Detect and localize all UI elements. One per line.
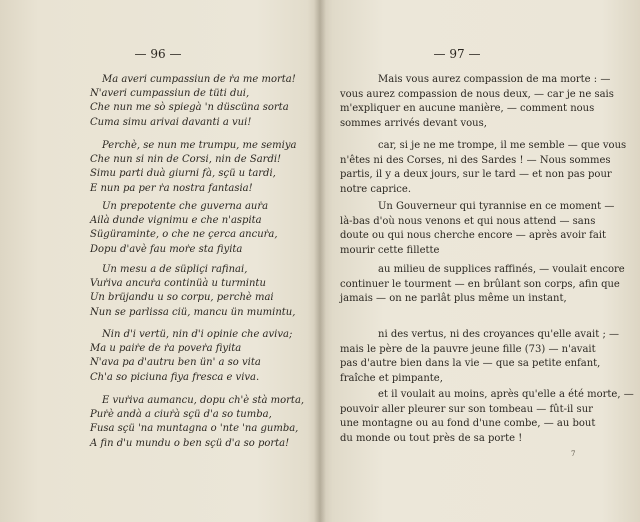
verse-line: A fin d'u mundu o ben sçü d'a so porta! — [90, 437, 290, 449]
prose-line: ni des vertus, ni des croyances qu'elle avait ; — — [378, 329, 619, 340]
signature-mark: 7 — [571, 450, 576, 458]
verse-line: Puṙè andà a ciuṙà sçü d'a so tumba, — [90, 409, 272, 421]
verse-line: Ailà dunde vignimu e che n'aspita — [90, 215, 262, 227]
prose-line: une montagne ou au fond d'une combe, — au bout — [340, 418, 596, 429]
verse-line: Nun se parlissa ciü, mancu ün mumintu, — [90, 306, 296, 318]
verse-line: Che nun si nin de Corsi, nin de Sardi! — [90, 154, 282, 166]
verse-line: Ma averi cumpassiun de ṙa me morta! — [102, 74, 296, 85]
paragraph-5 — [340, 328, 619, 386]
prose-line: du monde ou tout près de sa porte ! — [340, 432, 523, 444]
prose-line: pouvoir aller pleurer sur son tombeau — fût-il sur — [340, 403, 593, 415]
verse-line: Un mesu a de süpliçi rafinai, — [102, 264, 248, 275]
stanza-4 — [90, 263, 310, 320]
verse-line: Un prepotente che guverna auṙa — [102, 201, 269, 212]
verse-line: Un brüjandu u so corpu, perchè mai — [90, 292, 274, 304]
stanza-6 — [90, 394, 310, 451]
prose-line: pas d'autre bien dans la vie — que sa petite enfant, — [340, 358, 601, 369]
prose-line: là-bas d'où nous venons et qui nous attend — sans — [340, 215, 596, 227]
paragraph-6 — [340, 388, 634, 446]
prose-line: sommes arrivés devant vous, — [340, 117, 487, 129]
prose-line: mais le père de la pauvre jeune fille (73) — n'avait — [340, 343, 596, 355]
stanza-1 — [90, 73, 310, 130]
verse-line: Che nun me sò spiegà 'n düscüna sorta — [90, 102, 289, 114]
verse-line: Fusa sçü 'na muntagna o 'nte 'na gumba, — [90, 423, 299, 435]
prose-line: m'expliquer en aucune manière, — comment nous — [340, 103, 595, 114]
paragraph-4 — [340, 263, 625, 307]
prose-line: car, si je ne me trompe, il me semble — que vous — [378, 140, 627, 151]
prose-line: mourir cette fillette — [340, 244, 440, 256]
verse-line: Dopu d'avè fau moṙe sta fiyita — [90, 243, 243, 255]
verse-line: Nin d'i vertü, nin d'i opinie che aviva; — [102, 329, 293, 340]
prose-line: Mais vous aurez compassion de ma morte : — — [378, 74, 611, 85]
stanza-3 — [90, 200, 310, 257]
prose-line: jamais — on ne parlât plus même un instant, — [340, 293, 567, 304]
verse-line: Vuṙiva ancuṙa continüà u turmintu — [90, 278, 266, 290]
prose-line: partis, il y a deux jours, sur le tard — et non pas pour — [340, 169, 612, 180]
verse-line: Simu parti duà giurni fà, sçü u tardi, — [90, 168, 276, 180]
verse-line: Ch'a so piciuna fiya fresca e viva. — [90, 371, 260, 383]
paragraph-1 — [340, 73, 614, 131]
prose-line: au milieu de supplices raffinés, — voulait encore — [378, 264, 625, 275]
verse-line: N'averi cumpassiun de tüti dui, — [90, 88, 250, 100]
page-number-left: — 96 — — [134, 47, 182, 61]
prose-line: n'êtes ni des Corses, ni des Sardes ! — Nous sommes — [340, 154, 611, 166]
prose-line: continuer le tourment — en brûlant son corps, afin que — [340, 278, 620, 290]
verse-line: N'ava pa d'autru ben ün' a so vita — [90, 357, 261, 369]
stanza-5 — [90, 328, 310, 385]
paragraph-2 — [340, 139, 627, 197]
verse-line: Sügüraminte, o che ne çerca ancuṙa, — [90, 229, 278, 241]
prose-line: notre caprice. — [340, 183, 411, 195]
paragraph-3 — [340, 200, 615, 258]
prose-line: vous aurez compassion de nous deux, — car je ne sais — [340, 88, 614, 100]
prose-line: et il voulait au moins, après qu'elle a été morte, — — [378, 389, 634, 400]
verse-line: E nun pa per ṙa nostra fantasia! — [90, 182, 253, 194]
verse-line: Ma u paiṙe de ṙa poveṙa fiyita — [90, 343, 242, 355]
verse-line: E vuṙiva aumancu, dopu ch'è stà morta, — [102, 395, 305, 406]
prose-line: Un Gouverneur qui tyrannise en ce moment — — [378, 201, 615, 212]
verse-line: Cuma simu arivai davanti a vui! — [90, 116, 252, 128]
verse-line: Perchè, se nun me trumpu, me semiya — [102, 140, 297, 151]
page-number-right: — 97 — — [433, 47, 481, 61]
prose-line: doute ou qui nous cherche encore — après avoir fait — [340, 230, 607, 241]
stanza-2 — [90, 139, 310, 196]
prose-line: fraîche et pimpante, — [340, 372, 443, 384]
